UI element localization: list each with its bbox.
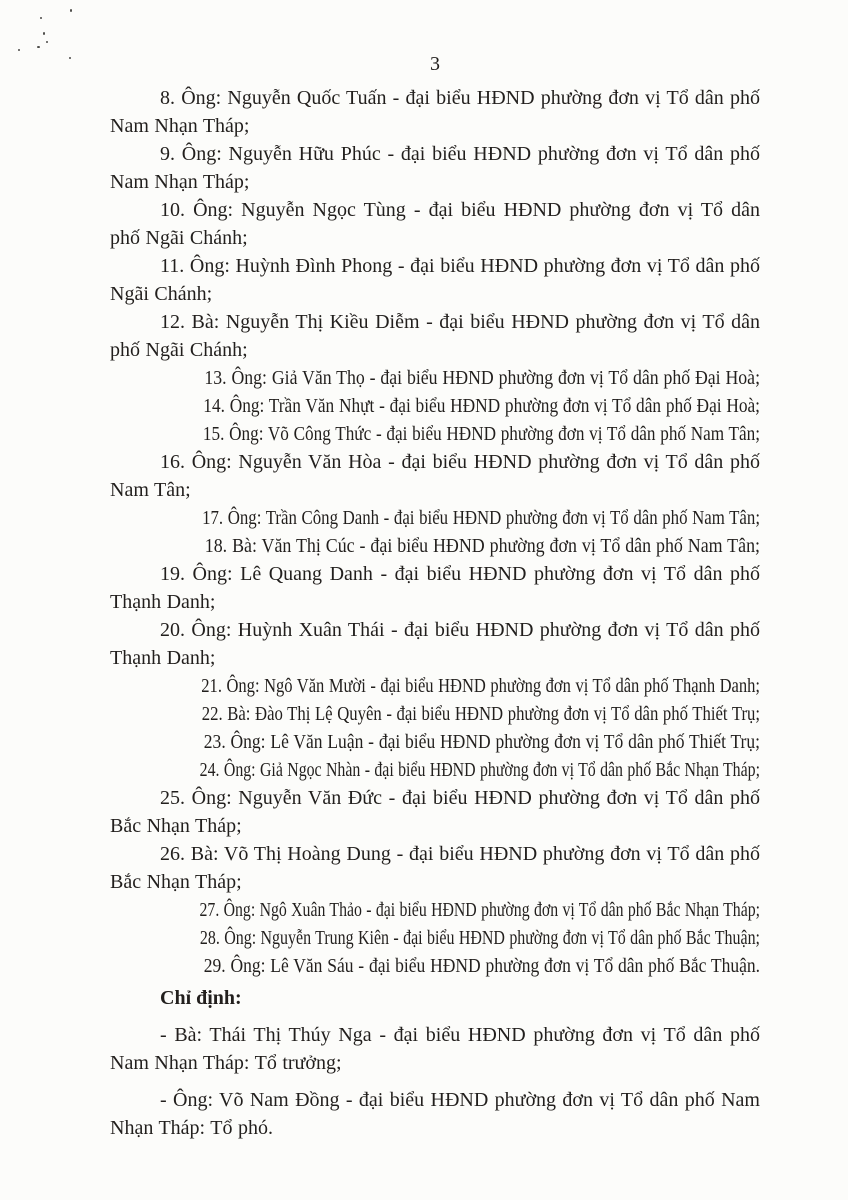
speck-dot <box>18 49 20 51</box>
list-item: 15. Ông: Võ Công Thức - đại biểu HĐND phường đơn vị Tổ dân phố Nam Tân; <box>202 423 760 445</box>
list-item: 16. Ông: Nguyễn Văn Hòa - đại biểu HĐND phường đơn vị Tổ dân phố Nam Tân; <box>110 451 760 501</box>
list-item: 13. Ông: Giả Văn Thọ - đại biểu HĐND phường đơn vị Tổ dân phố Đại Hoà; <box>204 367 760 389</box>
list-item: 12. Bà: Nguyễn Thị Kiều Diễm - đại biểu HĐND phường đơn vị Tổ dân phố Ngãi Chánh; <box>110 311 760 361</box>
list-item: - Bà: Thái Thị Thúy Nga - đại biểu HĐND phường đơn vị Tổ dân phố Nam Nhạn Tháp: Tổ trưởng; <box>110 1024 760 1074</box>
list-item: 14. Ông: Trần Văn Nhựt - đại biểu HĐND phường đơn vị Tổ dân phố Đại Hoà; <box>203 395 760 417</box>
speck-dot <box>43 32 45 35</box>
page-content <box>110 50 760 1142</box>
list-item: 11. Ông: Huỳnh Đình Phong - đại biểu HĐND phường đơn vị Tổ dân phố Ngãi Chánh; <box>110 255 760 305</box>
section-heading: Chỉ định: <box>160 987 242 1009</box>
speck-dot <box>69 57 71 59</box>
speck-dot <box>40 17 42 19</box>
list-item: 20. Ông: Huỳnh Xuân Thái - đại biểu HĐND phường đơn vị Tổ dân phố Thạnh Danh; <box>110 619 760 669</box>
list-item: 29. Ông: Lê Văn Sáu - đại biểu HĐND phường đơn vị Tổ dân phố Bắc Thuận. <box>203 955 760 977</box>
list-item: 26. Bà: Võ Thị Hoàng Dung - đại biểu HĐND phường đơn vị Tổ dân phố Bắc Nhạn Tháp; <box>110 843 760 893</box>
list-item: 18. Bà: Văn Thị Cúc - đại biểu HĐND phường đơn vị Tổ dân phố Nam Tân; <box>204 535 761 557</box>
list-item: 9. Ông: Nguyễn Hữu Phúc - đại biểu HĐND phường đơn vị Tổ dân phố Nam Nhạn Tháp; <box>110 143 760 193</box>
list-item: 22. Bà: Đào Thị Lệ Quyên - đại biểu HĐND phường đơn vị Tổ dân phố Thiết Trụ; <box>201 703 760 725</box>
speck-dot <box>70 9 72 12</box>
list-item: 21. Ông: Ngô Văn Mười - đại biểu HĐND phường đơn vị Tổ dân phố Thạnh Danh; <box>201 675 760 697</box>
list-item: 24. Ông: Giả Ngọc Nhàn - đại biểu HĐND phường đơn vị Tổ dân phố Bắc Nhạn Tháp; <box>199 759 760 781</box>
delegate-list <box>110 84 760 980</box>
list-item: 17. Ông: Trần Công Danh - đại biểu HĐND phường đơn vị Tổ dân phố Nam Tân; <box>202 507 760 529</box>
speck-dot <box>46 41 48 43</box>
page-number: 3 <box>430 53 440 75</box>
list-item: 27. Ông: Ngô Xuân Thảo - đại biểu HĐND phường đơn vị Tổ dân phố Bắc Nhạn Tháp; <box>199 899 760 921</box>
list-item: 8. Ông: Nguyễn Quốc Tuấn - đại biểu HĐND phường đơn vị Tổ dân phố Nam Nhạn Tháp; <box>110 87 760 137</box>
list-item: 25. Ông: Nguyễn Văn Đức - đại biểu HĐND phường đơn vị Tổ dân phố Bắc Nhạn Tháp; <box>110 787 760 837</box>
list-item: 28. Ông: Nguyễn Trung Kiên - đại biểu HĐND phường đơn vị Tổ dân phố Bắc Thuận; <box>199 927 761 949</box>
list-item: 10. Ông: Nguyễn Ngọc Tùng - đại biểu HĐND phường đơn vị Tổ dân phố Ngãi Chánh; <box>110 199 760 249</box>
list-item: 23. Ông: Lê Văn Luận - đại biểu HĐND phường đơn vị Tổ dân phố Thiết Trụ; <box>203 731 761 753</box>
speck-dot <box>37 46 40 48</box>
list-item: 19. Ông: Lê Quang Danh - đại biểu HĐND phường đơn vị Tổ dân phố Thạnh Danh; <box>110 563 760 613</box>
appointed-list <box>110 1021 760 1142</box>
list-item: - Ông: Võ Nam Đồng - đại biểu HĐND phường đơn vị Tổ dân phố Nam Nhạn Tháp: Tổ phó. <box>110 1089 760 1139</box>
